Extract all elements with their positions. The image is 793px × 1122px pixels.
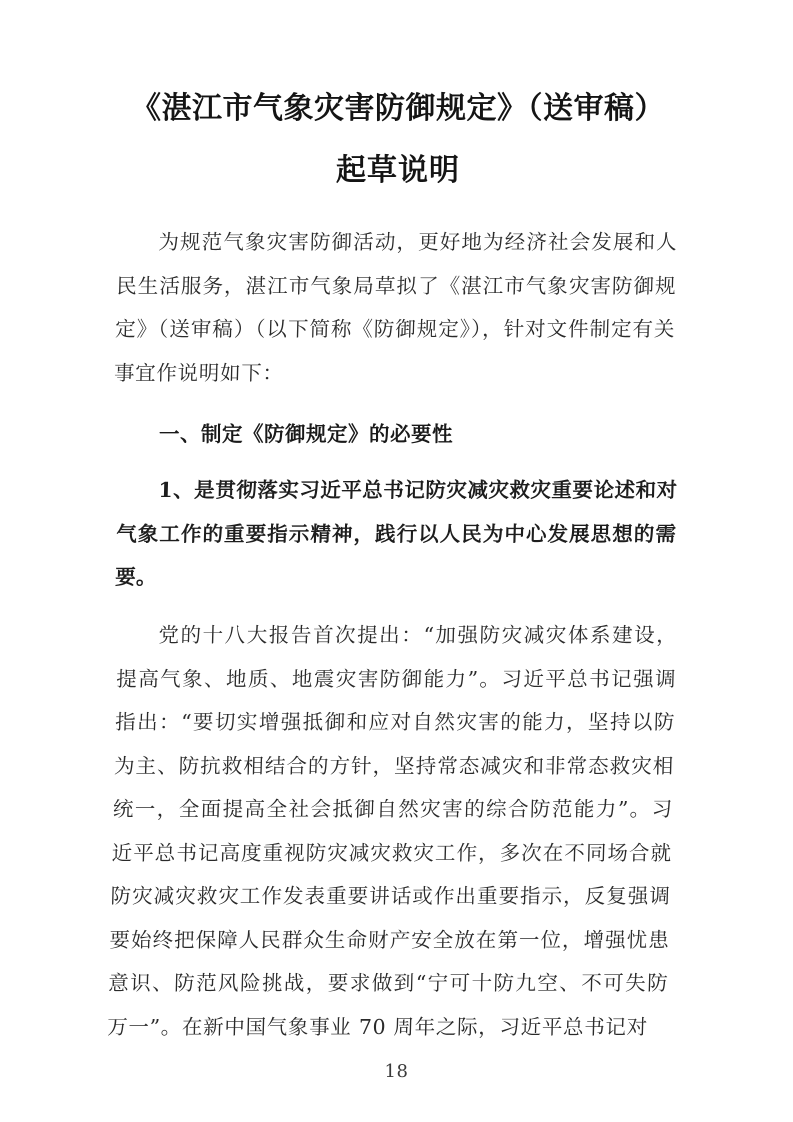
document-subtitle: 起草说明 xyxy=(336,153,460,188)
paragraph-item-1-body: 党的十八大报告首次提出：“加强防灾减灾体系建设，提高气象、地质、地震灾害防御能力”。习近平总书记强调指出：“要切实增强抵御和应对自然灾害的能力，坚持以防为主、防抗救相结合的方针，坚持常态减灾和非常态救灾相统一，全面提高全社会抵御自然灾害的综合防范能力”。习近平总书记高度重视防灾减灾救灾工作，多次在不同场合就防灾减灾救灾工作发表重要讲话或作出重要指示，反复强调要始终把保障人民群众生命财产安全放在第一位，增强忧患意识、防范风险挑战，要求做到“宁可十防九空、不可失防万一”。在新中国气象事业 70 周年之际，习近平总书记对 xyxy=(106,623,678,1039)
section-heading-necessity: 一、制定《防御规定》的必要性 xyxy=(159,422,453,446)
document-title: 《湛江市气象灾害防御规定》（送审稿） xyxy=(131,91,665,126)
paragraph-item-1: 1、是贯彻落实习近平总书记防灾减灾救灾重要论述和对气象工作的重要指示精神，践行以人民为中心发展思想的需要。 xyxy=(114,477,678,589)
paragraph-intro: 为规范气象灾害防御活动，更好地为经济社会发展和人民生活服务，湛江市气象局草拟了《湛江市气象灾害防御规定》（送审稿）（以下简称《防御规定》），针对文件制定有关事宜作说明如下： xyxy=(113,230,678,385)
document-content xyxy=(106,0,678,1049)
page-number: 18 xyxy=(384,1061,409,1082)
